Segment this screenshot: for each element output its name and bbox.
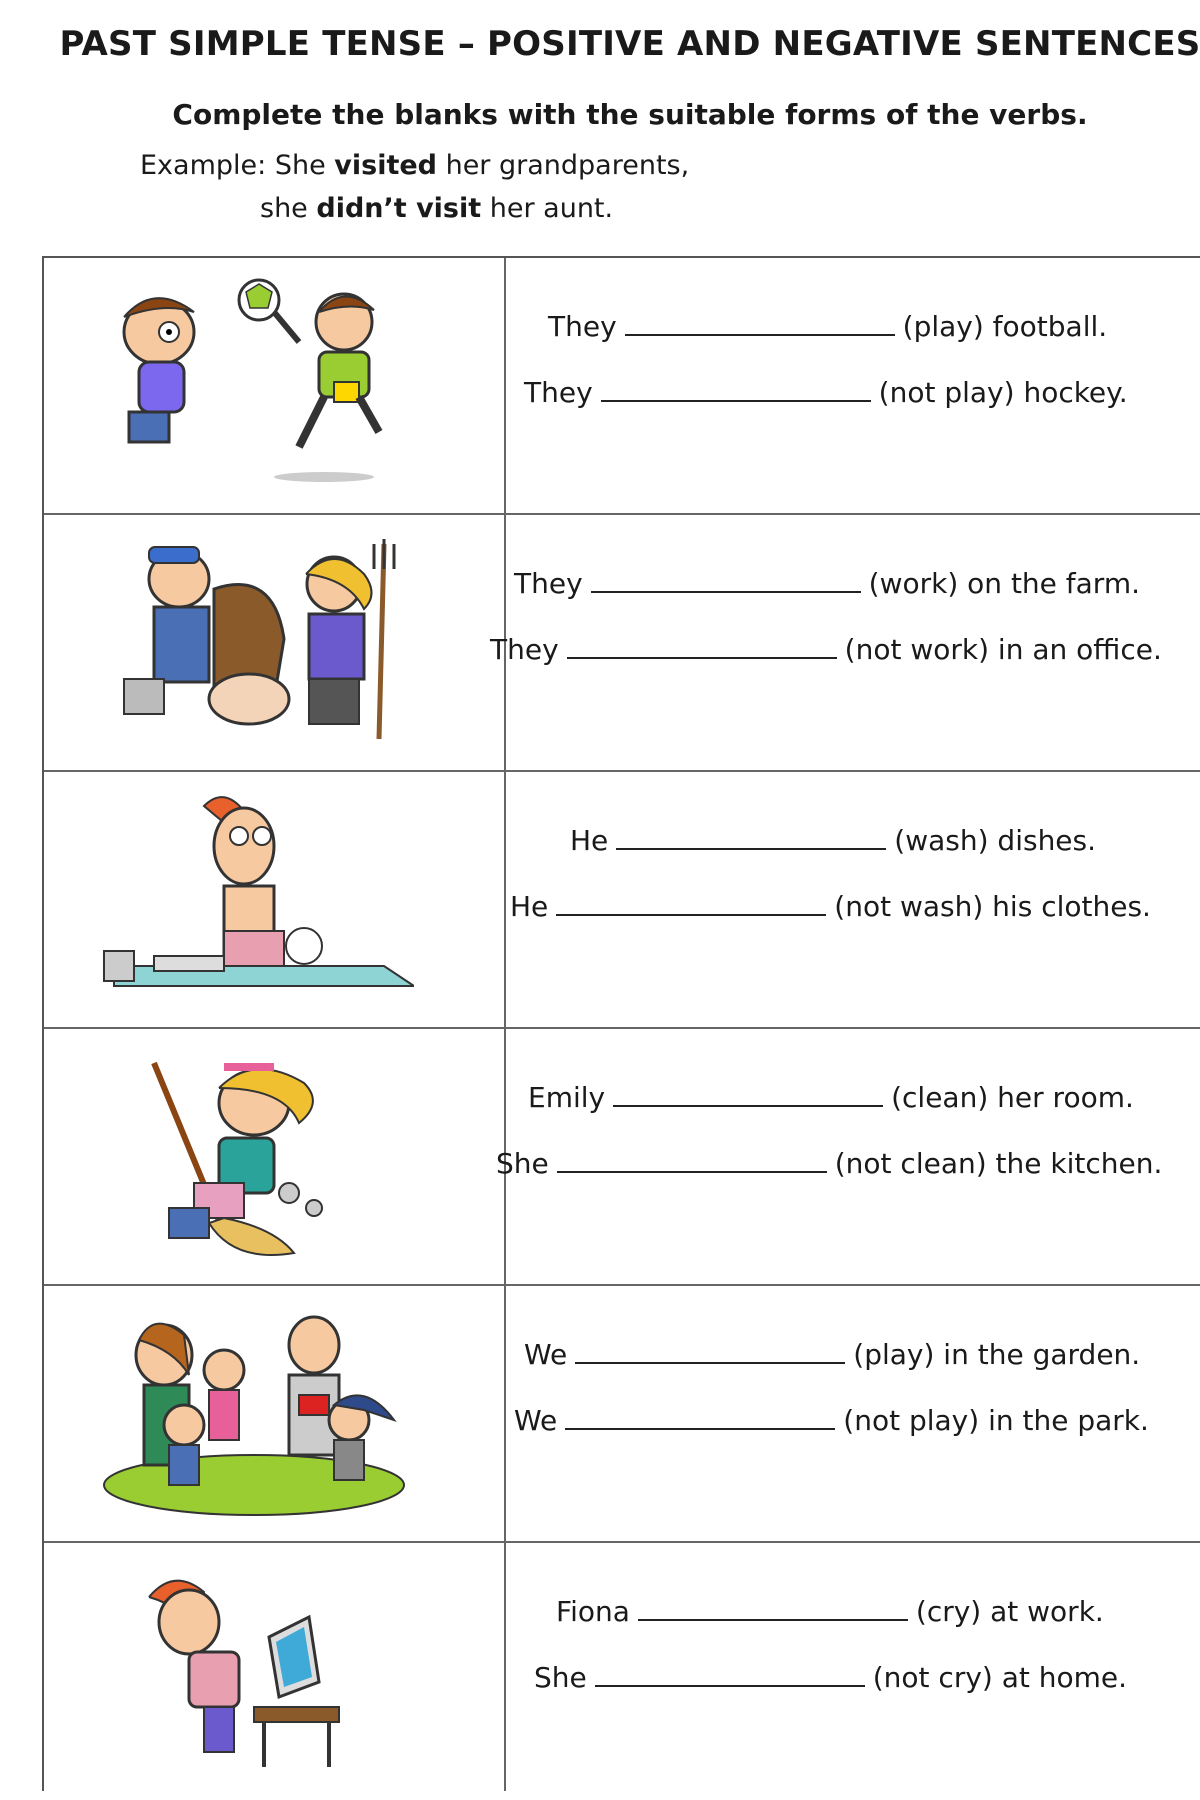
sentence-negative-6: She (not cry) at home. — [534, 1661, 1128, 1694]
farmers-with-cow-picture — [94, 529, 414, 754]
answer-blank[interactable] — [567, 635, 837, 659]
sentence-positive-5: We (play) in the garden. — [524, 1338, 1141, 1371]
kids-playing-football-picture — [94, 272, 414, 497]
answer-blank[interactable] — [565, 1406, 835, 1430]
answer-blank[interactable] — [613, 1083, 883, 1107]
sentence-positive-6: Fiona (cry) at work. — [556, 1595, 1104, 1628]
man-washing-dishes-picture — [94, 786, 414, 1011]
exercise-row-2 — [44, 515, 1200, 772]
girl-sweeping-picture — [94, 1043, 414, 1268]
answer-blank[interactable] — [638, 1597, 908, 1621]
sentence-negative-1: They (not play) hockey. — [524, 376, 1128, 409]
exercise-row-4 — [44, 1029, 1200, 1286]
exercise-row-1 — [44, 258, 1200, 515]
example-line-1: Example: She visited her grandparents, — [140, 150, 690, 181]
exercise-table — [42, 256, 1200, 1791]
instruction-text: Complete the blanks with the suitable forms of the verbs. — [172, 98, 1088, 131]
sentence-positive-1: They (play) football. — [548, 310, 1108, 343]
sentence-positive-3: He (wash) dishes. — [570, 824, 1097, 857]
sentence-negative-4: She (not clean) the kitchen. — [496, 1147, 1163, 1180]
answer-blank[interactable] — [595, 1663, 865, 1687]
woman-crying-at-computer-picture — [94, 1557, 414, 1782]
sentence-positive-4: Emily (clean) her room. — [528, 1081, 1134, 1114]
answer-blank[interactable] — [625, 312, 895, 336]
sentence-positive-2: They (work) on the farm. — [514, 567, 1141, 600]
worksheet-title: PAST SIMPLE TENSE – POSITIVE AND NEGATIVE SENTENCES — [59, 24, 1200, 64]
exercise-row-5 — [44, 1286, 1200, 1543]
answer-blank[interactable] — [601, 378, 871, 402]
sentence-negative-2: They (not work) in an office. — [490, 633, 1162, 666]
answer-blank[interactable] — [556, 892, 826, 916]
example-line-2: she didn’t visit her aunt. — [260, 193, 614, 224]
sentence-negative-3: He (not wash) his clothes. — [510, 890, 1151, 923]
answer-blank[interactable] — [575, 1340, 845, 1364]
answer-blank[interactable] — [616, 826, 886, 850]
exercise-row-6 — [44, 1543, 1200, 1800]
answer-blank[interactable] — [591, 569, 861, 593]
family-in-garden-picture — [94, 1300, 414, 1525]
exercise-row-3 — [44, 772, 1200, 1029]
sentence-negative-5: We (not play) in the park. — [514, 1404, 1149, 1437]
answer-blank[interactable] — [557, 1149, 827, 1173]
